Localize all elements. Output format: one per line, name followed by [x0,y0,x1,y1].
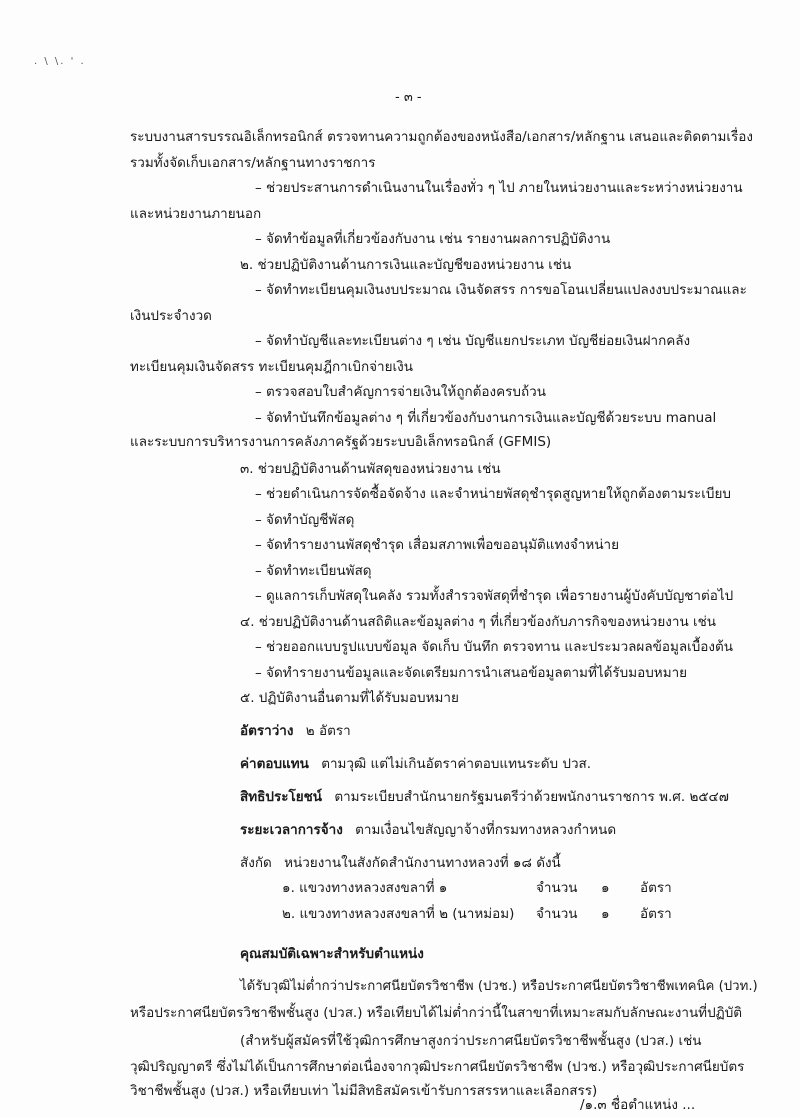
qualification-line: วิชาชีพชั้นสูง (ปวส.) หรือเทียบเท่า ไม่มีสิทธิสมัครเข้ารับการสรรหาและเลือกสรร) [130,1083,598,1099]
scan-specks: . \ \. ' . [34,56,86,67]
body-line: ทะเบียนคุมเงินจัดสรร ทะเบียนคุมฎีกาเบิกจ่ายเงิน [130,359,413,375]
qualification-line: (สำหรับผู้สมัครที่ใช้วุฒิการศึกษาสูงกว่าประกาศนียบัตรวิชาชีพชั้นสูง (ปวส.) เช่น [240,1033,702,1049]
body-line: ๓. ช่วยปฏิบัติงานด้านพัสดุของหน่วยงาน เช่น [240,461,501,477]
affiliation-label: สังกัด [240,855,272,871]
qualification-line: ได้รับวุฒิไม่ต่ำกว่าประกาศนียบัตรวิชาชีพ (ปวช.) หรือประกาศนียบัตรวิชาชีพเทคนิค (ปวท.) [240,979,758,994]
body-line: และระบบการบริหารงานการคลังภาครัฐด้วยระบบอิเล็กทรอนิกส์ (GFMIS) [130,434,552,450]
body-line: – ช่วยประสานการดำเนินงานในเรื่องทั่ว ๆ ไป ภายในหน่วยงานและระหว่างหน่วยงาน [255,180,743,196]
body-line: – จัดทำบัญชีพัสดุ [255,512,355,528]
qualification-line: หรือประกาศนียบัตรวิชาชีพชั้นสูง (ปวส.) หรือเทียบได้ไม่ต่ำกว่านี้ในสาขาที่เหมาะสมกับลักษณะงานที่ปฏิบัติ [130,1005,743,1021]
period-label: ระยะเวลาการจ้าง [240,822,343,838]
benefits-value: ตามระเบียบสำนักนายกรัฐมนตรีว่าด้วยพนักงานราชการ พ.ศ. ๒๕๔๗ [334,789,729,805]
body-line: – จัดทำบันทึกข้อมูลต่าง ๆ ที่เกี่ยวข้องกับงานการเงินและบัญชีด้วยระบบ manual [255,410,717,426]
affiliation-unit-count: ๑ [601,906,610,922]
body-line: ๔. ช่วยปฏิบัติงานด้านสถิติและข้อมูลต่าง ๆ ที่เกี่ยวข้องกับภารกิจของหน่วยงาน เช่น [240,614,716,630]
body-line: – จัดทำรายงานพัสดุชำรุด เสื่อมสภาพเพื่อขออนุมัติแทงจำหน่าย [255,537,620,553]
body-line: ๒. ช่วยปฏิบัติงานด้านการเงินและบัญชีของหน่วยงาน เช่น [240,257,572,273]
body-line: รวมทั้งจัดเก็บเอกสาร/หลักฐานทางราชการ [130,155,376,171]
vacancy-value: ๒ อัตรา [305,723,351,739]
continuation-note: /๑.๓ ชื่อตำแหน่ง ... [580,1097,696,1113]
salary-row [240,755,591,773]
period-value: ตามเงื่อนไขสัญญาจ้างที่กรมทางหลวงกำหนด [355,822,617,838]
body-line: – จัดทำข้อมูลที่เกี่ยวข้องกับงาน เช่น รายงานผลการปฏิบัติงาน [255,231,611,247]
qualification-line: วุฒิปริญญาตรี ซึ่งไม่ได้เป็นการศึกษาต่อเนื่องจากวุฒิประกาศนียบัตรวิชาชีพ (ปวช.) หรือวุฒิประกาศนียบัตร [130,1059,745,1075]
qualifications-heading: คุณสมบัติเฉพาะสำหรับตำแหน่ง [240,946,424,962]
vacancy-row [240,722,351,740]
body-line: – จัดทำทะเบียนคุมเงินงบประมาณ เงินจัดสรร การขอโอนเปลี่ยนแปลงงบประมาณและ [255,282,747,298]
page-number: - ๓ - [395,90,422,105]
affiliation-unit-name: ๑. แขวงทางหลวงสงขลาที่ ๑ [282,880,448,896]
vacancy-label: อัตราว่าง [240,723,294,739]
body-line: และหน่วยงานภายนอก [130,206,262,222]
body-line: – ตรวจสอบใบสำคัญการจ่ายเงินให้ถูกต้องครบถ้วน [255,384,546,400]
salary-value: ตามวุฒิ แต่ไม่เกินอัตราค่าตอบแทนระดับ ปวส. [321,756,592,772]
affiliation-unit-unit: อัตรา [640,906,672,922]
affiliation-row [240,854,561,872]
affiliation-unit-count-label: จำนวน [536,880,578,896]
body-line: ระบบงานสารบรรณอิเล็กทรอนิกส์ ตรวจทานความถูกต้องของหนังสือ/เอกสาร/หลักฐาน เสนอและติดตามเรื่อง [130,129,753,145]
body-line: – จัดทำบัญชีและทะเบียนต่าง ๆ เช่น บัญชีแยกประเภท บัญชีย่อยเงินฝากคลัง [255,333,691,349]
body-line: – จัดทำรายงานข้อมูลและจัดเตรียมการนำเสนอข้อมูลตามที่ได้รับมอบหมาย [255,665,688,681]
body-line: เงินประจำงวด [130,308,212,324]
body-line: – จัดทำทะเบียนพัสดุ [255,563,372,579]
affiliation-value: หน่วยงานในสังกัดสำนักงานทางหลวงที่ ๑๘ ดังนี้ [284,855,561,871]
salary-label: ค่าตอบแทน [240,756,309,772]
body-line: – ช่วยดำเนินการจัดซื้อจัดจ้าง และจำหน่ายพัสดุชำรุดสูญหายให้ถูกต้องตามระเบียบ [255,486,731,502]
body-line: – ช่วยออกแบบรูปแบบข้อมูล จัดเก็บ บันทึก ตรวจทาน และประมวลผลข้อมูลเบื้องต้น [255,639,733,655]
affiliation-unit-name: ๒. แขวงทางหลวงสงขลาที่ ๒ (นาหม่อม) [282,906,515,922]
affiliation-unit-unit: อัตรา [640,880,672,896]
body-line: ๕. ปฏิบัติงานอื่นตามที่ได้รับมอบหมาย [240,690,459,706]
benefits-label: สิทธิประโยชน์ [240,789,323,805]
affiliation-unit-count-label: จำนวน [536,906,578,922]
affiliation-unit-count: ๑ [601,880,610,896]
body-line: – ดูแลการเก็บพัสดุในคลัง รวมทั้งสำรวจพัสดุที่ชำรุด เพื่อรายงานผู้บังคับบัญชาต่อไป [255,588,734,604]
period-row [240,821,616,839]
benefits-row [240,788,729,806]
